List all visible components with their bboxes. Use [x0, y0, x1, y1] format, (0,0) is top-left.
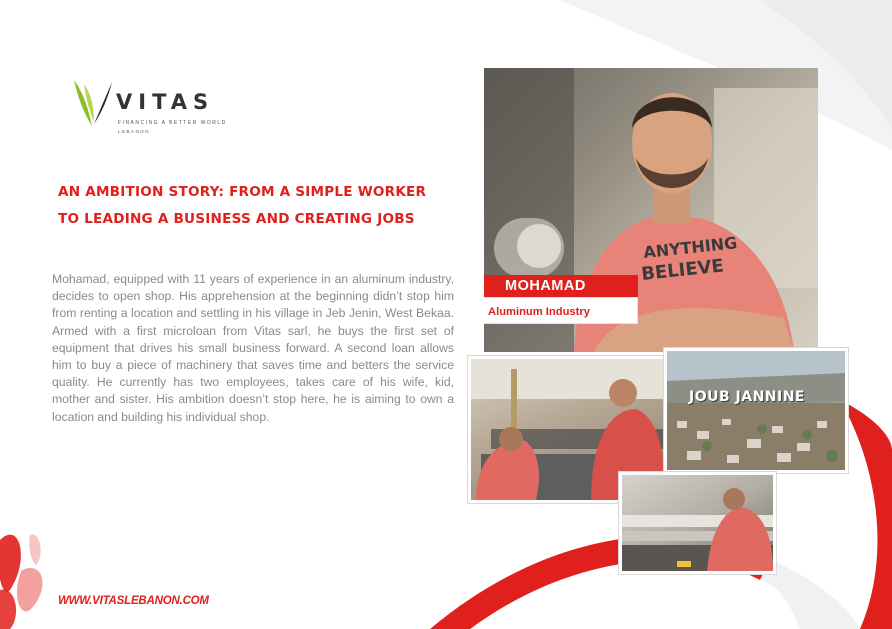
- village-illustration: [667, 351, 845, 470]
- leaf-shape: [0, 589, 16, 629]
- shirt-print-text-2: BELIEVE: [640, 255, 725, 285]
- cutting-photo: [619, 472, 776, 574]
- village-photo: [664, 348, 848, 473]
- website-link[interactable]: WWW.VITASLEBANON.COM: [58, 595, 209, 607]
- leaf-shape: [17, 568, 43, 611]
- village-sign: JOUB JANNINE: [689, 389, 805, 405]
- title-line-1: AN AMBITION STORY: FROM A SIMPLE WORKER: [58, 184, 427, 200]
- logo-tagline: FINANCING A BETTER WORLD: [118, 120, 227, 126]
- cutting-illustration: [622, 475, 773, 571]
- vitas-logo-icon: [72, 78, 114, 128]
- vitas-logo: [72, 78, 232, 138]
- name-badge: MOHAMAD: [484, 275, 638, 297]
- story-body: Mohamad, equipped with 11 years of experience in an aluminum industry, decides to open shop. His apprehension at the beginning didn’t stop him from renting a location and settling in his village in Jeb Jenin, West Bekaa. Armed with a first microloan from Vitas sarl, he buys the first set of equipment that drives his small business forward. A second loan allows him to buy a piece of machinery that saves time and betters the service quality. He currently has two employees, takes care of his wife, kid, mother and sister. His ambition doesn’t stop here, he is aiming to own a location and building his individual shop.: [52, 272, 454, 424]
- logo-country: LEBANON: [118, 129, 151, 134]
- title-line-2: TO LEADING A BUSINESS AND CREATING JOBS: [58, 211, 415, 227]
- logo-brand: VITAS: [116, 90, 215, 114]
- shirt-print-text: ANYTHING: [642, 233, 739, 262]
- page-title: [58, 179, 458, 233]
- leaf-shape: [29, 534, 40, 565]
- industry-badge: Aluminum Industry: [484, 297, 638, 324]
